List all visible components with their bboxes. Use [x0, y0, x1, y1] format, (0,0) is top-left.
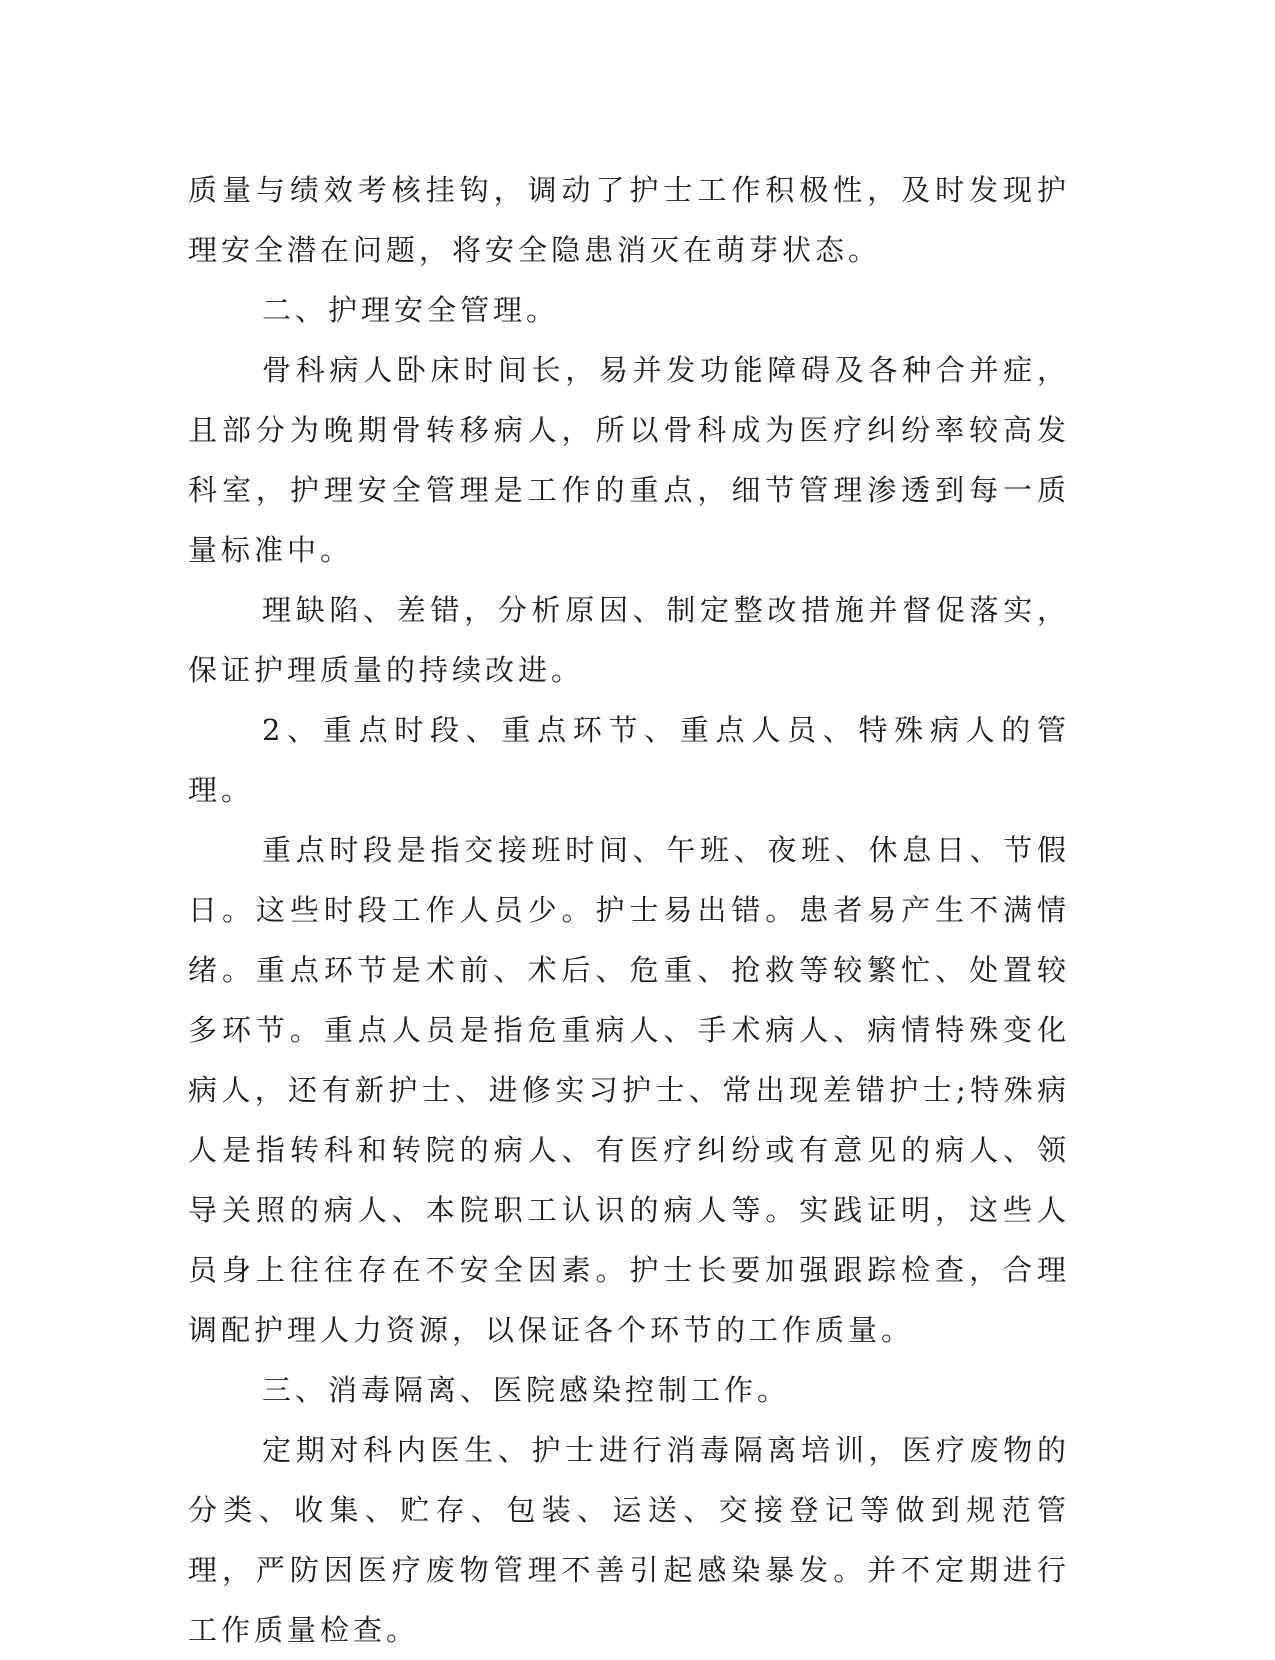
subheading-key-management: 2、重点时段、重点环节、重点人员、特殊病人的管理。 — [188, 713, 1070, 807]
paragraph-orthopedic-patients: 骨科病人卧床时间长，易并发功能障碍及各种合并症，且部分为晚期骨转移病人，所以骨科成为医疗纠纷率较高发科室，护理安全管理是工作的重点，细节管理渗透到每一质量标准中。 — [188, 353, 1070, 567]
paragraph-key-periods: 重点时段是指交接班时间、午班、夜班、休息日、节假日。这些时段工作人员少。护士易出错。患者易产生不满情绪。重点环节是术前、术后、危重、抢救等较繁忙、处置较多环节。重点人员是指危重病人、手术病人、病情特殊变化病人，还有新护士、进修实习护士、常出现差错护士;特殊病人是指转科和转院的病人、有医疗纠纷或有意见的病人、领导关照的病人、本院职工认识的病人等。实践证明，这些人员身上往往存在不安全因素。护士长要加强跟踪检查，合理调配护理人力资源，以保证各个环节的工作质量。 — [188, 833, 1070, 1347]
paragraph-continuation: 质量与绩效考核挂钩，调动了护士工作积极性，及时发现护理安全潜在问题，将安全隐患消灭在萌芽状态。 — [188, 173, 1070, 267]
section-heading-disinfection: 三、消毒隔离、医院感染控制工作。 — [262, 1373, 791, 1407]
section-heading-nursing-safety: 二、护理安全管理。 — [262, 293, 560, 327]
document-body — [188, 160, 1070, 1660]
paragraph-disinfection-training: 定期对科内医生、护士进行消毒隔离培训，医疗废物的分类、收集、贮存、包装、运送、交接登记等做到规范管理，严防因医疗废物管理不善引起感染暴发。并不定期进行工作质量检查。 — [188, 1433, 1070, 1647]
paragraph-defects-analysis: 理缺陷、差错，分析原因、制定整改措施并督促落实，保证护理质量的持续改进。 — [188, 593, 1070, 687]
